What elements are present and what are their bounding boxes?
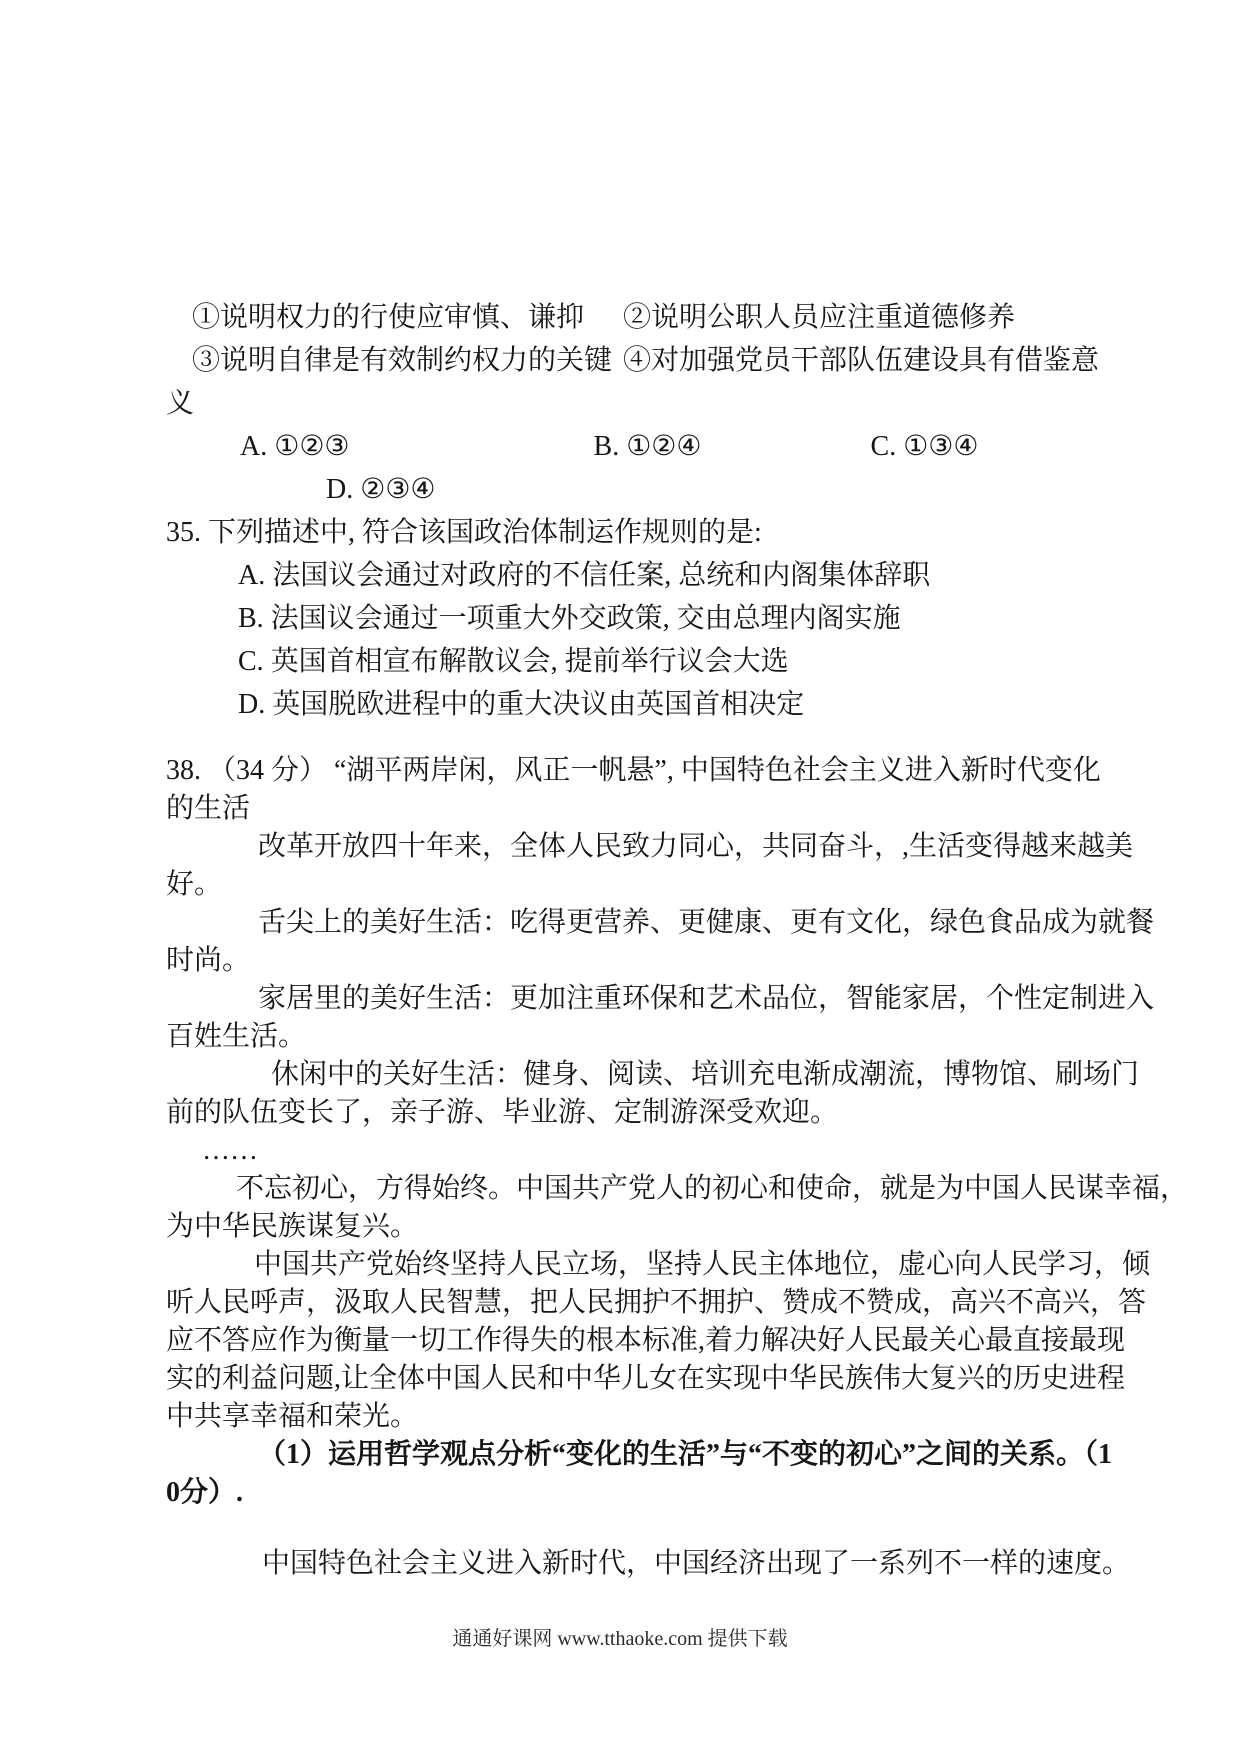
q35-option-d: D. 英国脱欧进程中的重大决议由英国首相决定 [238,689,805,720]
q38-para-line: 改革开放四十年来，全体人民致力同心，共同奋斗，,生活变得越来越美 [258,831,1134,862]
q38-subquestion-line1: （1）运用哲学观点分析“变化的生活”与“不变的初心”之间的关系。（1 [258,1439,1113,1470]
statement-4-wrap: 义 [166,388,195,419]
q38-para-line: 为中华民族谋复兴。 [166,1211,419,1242]
q38-para-line: 百姓生活。 [166,1021,307,1052]
q35-option-b: B. 法国议会通过一项重大外交政策, 交由总理内阁实施 [238,603,901,634]
q35-stem: 35. 下列描述中, 符合该国政治体制运作规则的是: [166,517,762,548]
q38-subquestion-line2: 0分）. [166,1477,244,1508]
page-footer: 通通好课网 www.tthaoke.com 提供下载 [452,1628,788,1650]
q38-para-line: 不忘初心，方得始终。中国共产党人的初心和使命，就是为中国人民谋幸福， [236,1173,1189,1204]
paragraph-spacer [166,1512,1091,1545]
statement-row-2 [166,339,1100,382]
q38-para-line: 家居里的美好生活：更加注重环保和艺术品位，智能家居，个性定制进入 [258,983,1155,1014]
q38-para-line: 中共享幸福和荣光。 [166,1401,419,1432]
q34-choice-d: D. ②③④ [326,474,436,505]
statement-2: ②说明公职人员应注重道德修养 [623,302,1016,333]
q35-option-c: C. 英国首相宣布解散议会, 提前举行议会大选 [238,646,789,677]
q38-intro-wrap: 的生活 [166,793,251,824]
question-38-block [166,752,1189,1583]
page-content [166,296,1189,1583]
q34-choice-a: A. ①②③ [240,431,350,462]
q38-para-line: 中国共产党始终坚持人民立场，坚持人民主体地位，虚心向人民学习，倾 [254,1249,1151,1280]
q38-para-line: 应不答应作为衡量一切工作得失的根本标准,着力解决好人民最关心最直接最现 [166,1325,1126,1356]
q38-para-line: 听人民呼声，汲取人民智慧，把人民拥护不拥护、赞成不赞成，高兴不高兴，答 [166,1287,1147,1318]
q38-para-line: 休闲中的关好生活：健身、阅读、培训充电渐成潮流，博物馆、刷场门 [271,1059,1140,1090]
section-spacer [166,726,1091,752]
q34-choice-c: C. ①③④ [870,431,979,462]
statement-3: ③说明自律是有效制约权力的关键 [192,345,613,376]
q38-para-line: 前的队伍变长了，亲子游、毕业游、定制游深受欢迎。 [166,1097,839,1128]
statement-4: ④对加强党员干部队伍建设具有借鉴意 [623,345,1100,376]
q34-choices-row [166,425,1091,468]
q38-para-line: 实的利益问题,让全体中国人民和中华儿女在实现中华民族伟大复兴的历史进程 [166,1363,1126,1394]
statement-row-1 [166,296,1091,339]
q35-option-a: A. 法国议会通过对政府的不信任案, 总统和内阁集体辞职 [238,560,931,591]
q38-ellipsis-line: …… [202,1135,258,1166]
q38-para-line: 舌尖上的美好生活：吃得更营养、更健康、更有文化，绿色食品成为就餐 [258,907,1155,938]
q38-para-line: 好。 [166,869,223,900]
q34-choice-b: B. ①②④ [593,431,702,462]
statement-1: ①说明权力的行使应审慎、谦抑 [192,302,585,333]
question-34-block [166,296,1100,726]
q38-closing-line: 中国特色社会主义进入新时代，中国经济出现了一系列不一样的速度。 [262,1548,1131,1579]
q38-para-line: 时尚。 [166,945,251,976]
q38-intro-line: 38. （34 分） “湖平两岸闲，风正一帆悬”, 中国特色社会主义进入新时代变化 [166,755,1101,786]
